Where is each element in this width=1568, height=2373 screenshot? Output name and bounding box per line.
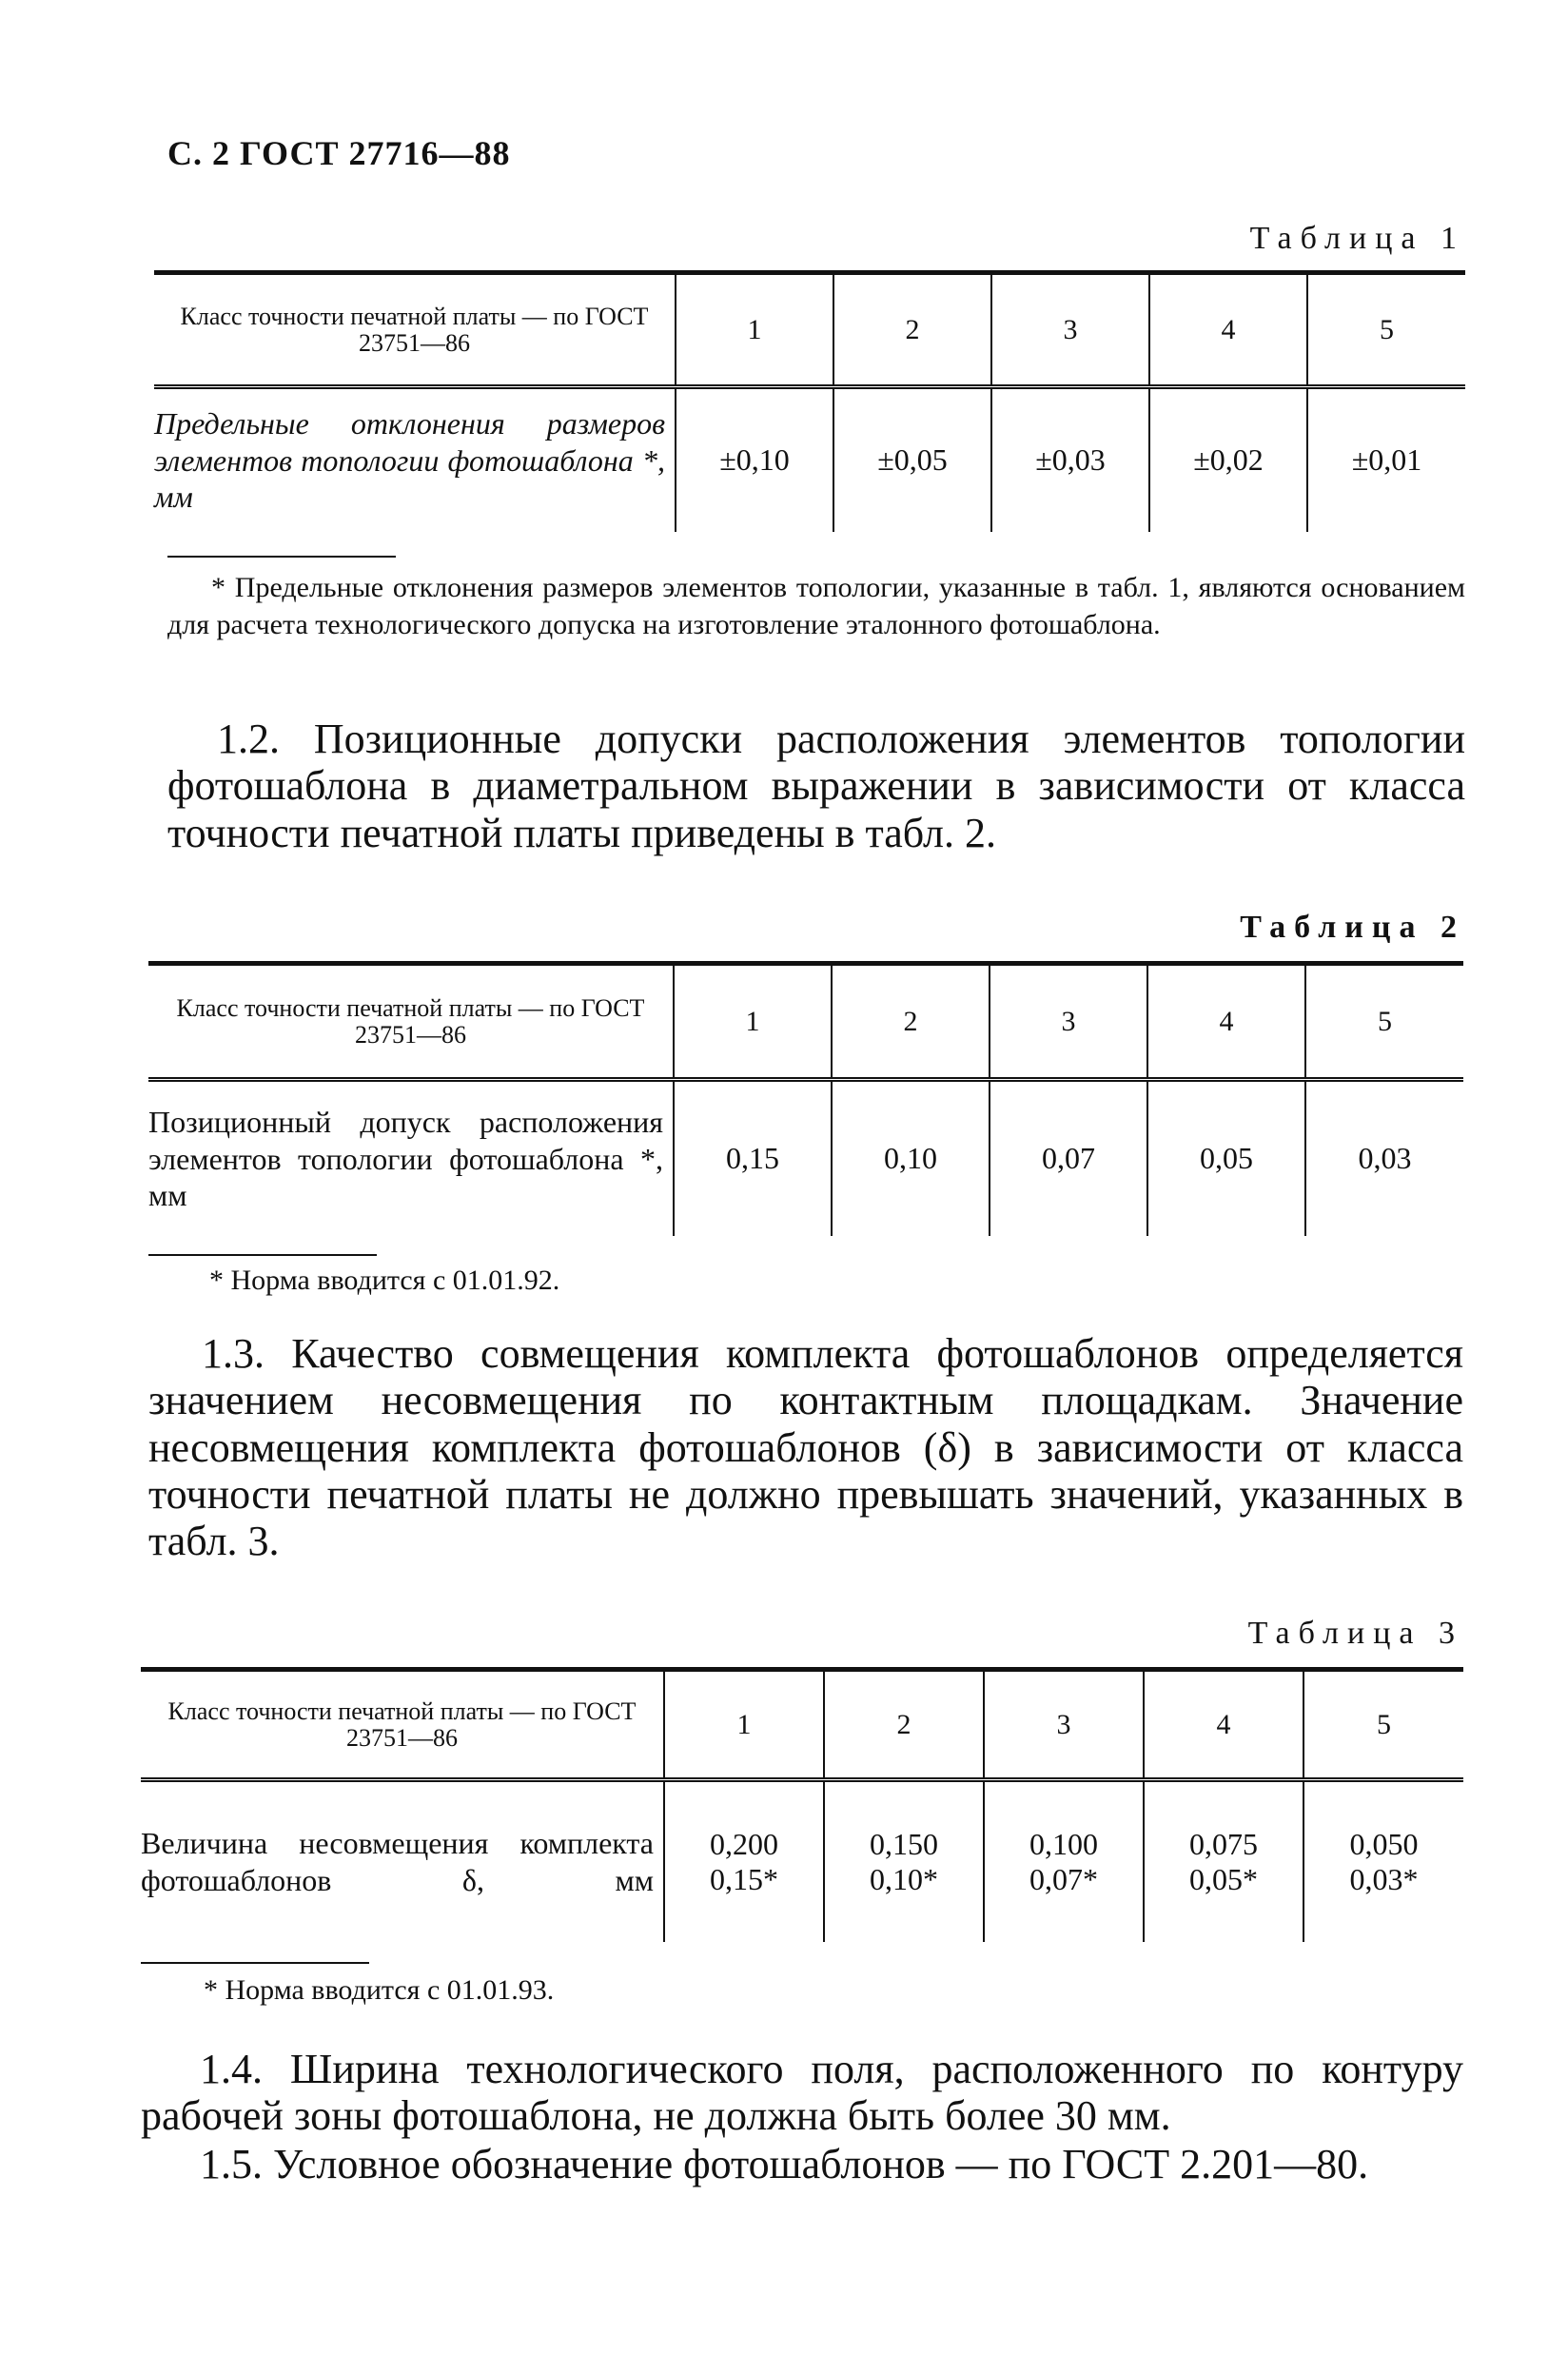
table2-value: 0,05 bbox=[1147, 1080, 1305, 1236]
table1-class: 1 bbox=[676, 273, 833, 387]
table3 bbox=[141, 1667, 1463, 1942]
table2-class: 4 bbox=[1147, 964, 1305, 1080]
table3-value: 0,050 bbox=[1349, 1826, 1419, 1861]
table3-value-new: 0,07* bbox=[1029, 1861, 1098, 1896]
table2-class: 1 bbox=[674, 964, 832, 1080]
table2-value: 0,03 bbox=[1305, 1080, 1463, 1236]
table3-header-row bbox=[141, 1670, 1463, 1780]
table3-data-row bbox=[141, 1780, 1463, 1942]
table2-footnote-rule bbox=[148, 1254, 377, 1256]
table3-value-new: 0,03* bbox=[1349, 1861, 1419, 1896]
table1-value: ±0,03 bbox=[991, 387, 1149, 532]
table3-footnote: * Норма вводится с 01.01.93. bbox=[204, 1974, 555, 2006]
table1-header-label: Класс точности печатной платы — по ГОСТ 23751—86 bbox=[154, 273, 676, 387]
table2-header-row bbox=[148, 964, 1463, 1080]
table2-row-label: Позиционный допуск расположения элементов топологии фотошаблона *, мм bbox=[148, 1105, 663, 1212]
table3-class: 5 bbox=[1303, 1670, 1463, 1780]
paragraph-1-5: 1.5. Условное обозначение фотошаблонов — по ГОСТ 2.201—80. bbox=[200, 2141, 1369, 2187]
table2-class: 3 bbox=[990, 964, 1147, 1080]
table3-value: 0,075 bbox=[1189, 1826, 1258, 1861]
table2-value: 0,10 bbox=[832, 1080, 990, 1236]
page-header: С. 2 ГОСТ 27716—88 bbox=[167, 134, 511, 172]
table3-header-label: Класс точности печатной платы — по ГОСТ 23751—86 bbox=[141, 1670, 664, 1780]
table1-class: 3 bbox=[991, 273, 1149, 387]
table1-footnote: * Предельные отклонения размеров элементов топологии, указанные в табл. 1, являются основанием для расчета технологического допуска на изготовление эталонного фотошаблона. bbox=[167, 572, 1465, 640]
table2-value: 0,07 bbox=[990, 1080, 1147, 1236]
table1-caption: Таблица 1 bbox=[1249, 221, 1465, 256]
table2-value: 0,15 bbox=[674, 1080, 832, 1236]
table2-caption: Таблица 2 bbox=[1240, 910, 1465, 945]
table3-value-cell bbox=[664, 1780, 824, 1942]
table2-class: 2 bbox=[832, 964, 990, 1080]
paragraph-1-3: 1.3. Качество совмещения комплекта фотошаблонов определяется значением несовмещения по контактным площадкам. Значение несовмещения комплекта фотошаблонов (δ) в зависимости от класса точности печатной платы не должно превышать значений, указанных в табл. 3. bbox=[148, 1330, 1463, 1565]
table3-value-cell bbox=[824, 1780, 984, 1942]
table3-value-cell bbox=[984, 1780, 1144, 1942]
table3-class: 4 bbox=[1144, 1670, 1303, 1780]
table1-row-label: Предельные отклонения размеров элементов топологии фотошаблона *, мм bbox=[154, 406, 665, 514]
table3-value-new: 0,10* bbox=[870, 1861, 938, 1896]
table3-value-cell bbox=[1144, 1780, 1303, 1942]
table2-footnote: * Норма вводится с 01.01.92. bbox=[209, 1265, 560, 1296]
paragraph-1-2: 1.2. Позиционные допуски расположения элементов топологии фотошаблона в диаметральном выражении в зависимости от класса точности печатной платы приведены в табл. 2. bbox=[167, 716, 1465, 856]
table2-header-label: Класс точности печатной платы — по ГОСТ 23751—86 bbox=[148, 964, 674, 1080]
table3-row-label: Величина несовмещения комплекта фотошаблонов δ, мм bbox=[141, 1826, 654, 1897]
table1 bbox=[154, 270, 1465, 532]
table1-class: 5 bbox=[1307, 273, 1465, 387]
table2-data-row bbox=[148, 1080, 1463, 1236]
table3-class: 1 bbox=[664, 1670, 824, 1780]
table3-value-new: 0,15* bbox=[710, 1861, 778, 1896]
table1-class: 4 bbox=[1149, 273, 1307, 387]
table3-class: 2 bbox=[824, 1670, 984, 1780]
table3-value-cell bbox=[1303, 1780, 1463, 1942]
table3-footnote-rule bbox=[141, 1962, 369, 1964]
table1-value: ±0,01 bbox=[1307, 387, 1465, 532]
table1-class: 2 bbox=[833, 273, 991, 387]
table3-value: 0,100 bbox=[1029, 1826, 1098, 1861]
table2-class: 5 bbox=[1305, 964, 1463, 1080]
table1-data-row bbox=[154, 387, 1465, 532]
table2 bbox=[148, 961, 1463, 1236]
table3-value: 0,150 bbox=[870, 1826, 938, 1861]
table3-caption: Таблица 3 bbox=[1247, 1616, 1463, 1651]
table1-value: ±0,10 bbox=[676, 387, 833, 532]
table1-value: ±0,05 bbox=[833, 387, 991, 532]
table3-value-new: 0,05* bbox=[1189, 1861, 1258, 1896]
table3-value: 0,200 bbox=[710, 1826, 778, 1861]
table1-header-row bbox=[154, 273, 1465, 387]
paragraph-1-4: 1.4. Ширина технологического поля, расположенного по контуру рабочей зоны фотошаблона, не должна быть более 30 мм. bbox=[141, 2046, 1463, 2140]
table1-value: ±0,02 bbox=[1149, 387, 1307, 532]
table3-class: 3 bbox=[984, 1670, 1144, 1780]
table1-footnote-rule bbox=[167, 556, 396, 558]
